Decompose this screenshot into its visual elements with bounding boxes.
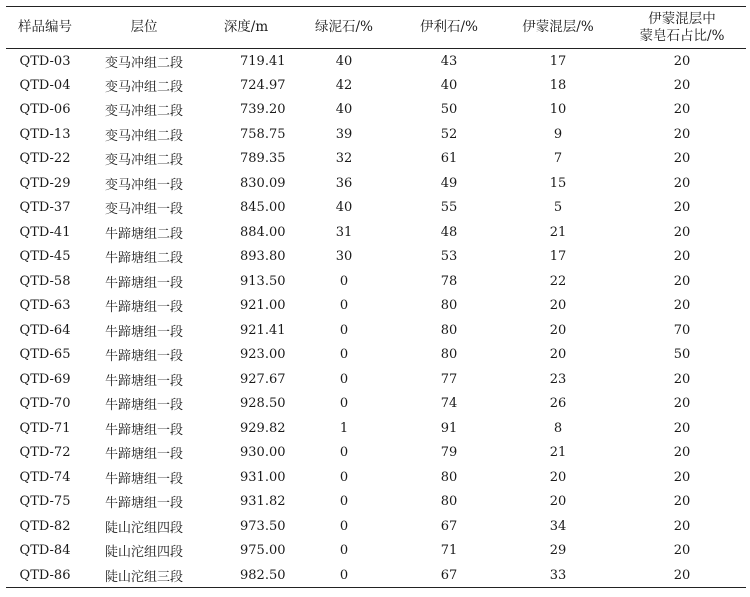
cell-illite: 55 (440, 200, 458, 216)
table-row (6, 539, 746, 564)
cell-chlorite: 40 (335, 200, 353, 216)
cell-depth: 929.82 (240, 420, 286, 436)
cell-illite-smectite: 20 (549, 322, 567, 338)
cell-sample-id: QTD-64 (19, 322, 71, 338)
table-row (6, 514, 746, 539)
cell-depth: 931.00 (240, 469, 286, 485)
table-row (6, 318, 746, 343)
cell-chlorite: 0 (339, 273, 349, 289)
cell-illite-smectite: 21 (549, 224, 567, 240)
cell-depth: 758.75 (240, 126, 286, 142)
cell-smectite-ratio: 20 (673, 445, 691, 461)
cell-sample-id: QTD-84 (19, 543, 71, 559)
cell-illite: 77 (440, 371, 458, 387)
cell-depth: 845.00 (240, 200, 286, 216)
cell-smectite-ratio: 20 (673, 175, 691, 191)
header-row (6, 7, 746, 49)
cell-illite-smectite: 10 (549, 102, 567, 118)
cell-illite-smectite: 9 (553, 126, 563, 142)
cell-depth: 923.00 (240, 347, 286, 363)
cell-illite: 91 (440, 420, 458, 436)
header-smectite-ratio-line2: 蒙皂石占比/% (639, 27, 725, 44)
table-row (6, 171, 746, 196)
cell-sample-id: QTD-06 (19, 102, 71, 118)
cell-chlorite: 36 (335, 175, 353, 191)
table-row (6, 220, 746, 245)
cell-depth: 928.50 (240, 396, 286, 412)
cell-layer: 牛蹄塘组一段 (104, 422, 183, 438)
table-row (6, 563, 746, 588)
cell-sample-id: QTD-45 (19, 249, 71, 265)
cell-illite-smectite: 29 (549, 543, 567, 559)
cell-smectite-ratio: 20 (673, 249, 691, 265)
cell-layer: 变马冲组一段 (104, 177, 183, 193)
cell-sample-id: QTD-69 (19, 371, 71, 387)
cell-illite-smectite: 7 (553, 151, 563, 167)
cell-illite: 80 (440, 298, 458, 314)
cell-chlorite: 0 (339, 298, 349, 314)
cell-chlorite: 30 (335, 249, 353, 265)
cell-depth: 927.67 (240, 371, 286, 387)
cell-sample-id: QTD-58 (19, 273, 71, 289)
cell-layer: 牛蹄塘组一段 (104, 398, 183, 414)
table-row (6, 465, 746, 490)
cell-layer: 变马冲组二段 (104, 128, 183, 144)
cell-sample-id: QTD-82 (19, 518, 71, 534)
cell-illite-smectite: 20 (549, 494, 567, 510)
cell-chlorite: 32 (335, 151, 353, 167)
cell-illite: 80 (440, 347, 458, 363)
cell-chlorite: 0 (339, 469, 349, 485)
table-row (6, 196, 746, 221)
cell-sample-id: QTD-63 (19, 298, 71, 314)
cell-layer: 牛蹄塘组一段 (104, 275, 183, 291)
cell-sample-id: QTD-29 (19, 175, 71, 191)
cell-illite: 80 (440, 322, 458, 338)
cell-chlorite: 39 (335, 126, 353, 142)
cell-chlorite: 0 (339, 371, 349, 387)
cell-sample-id: QTD-65 (19, 347, 71, 363)
header-illite-smectite: 伊蒙混层/% (498, 7, 618, 49)
cell-layer: 牛蹄塘组一段 (104, 496, 183, 512)
cell-layer: 牛蹄塘组二段 (104, 226, 183, 242)
table-row (6, 73, 746, 98)
table-row (6, 416, 746, 441)
cell-smectite-ratio: 20 (673, 420, 691, 436)
cell-illite: 61 (440, 151, 458, 167)
cell-illite: 80 (440, 469, 458, 485)
header-chlorite: 绿泥石/% (288, 7, 400, 49)
cell-sample-id: QTD-37 (19, 200, 71, 216)
cell-illite: 40 (440, 77, 458, 93)
table-row (6, 147, 746, 172)
cell-smectite-ratio: 20 (673, 494, 691, 510)
cell-illite: 78 (440, 273, 458, 289)
cell-chlorite: 0 (288, 563, 400, 588)
cell-chlorite: 0 (339, 445, 349, 461)
cell-illite: 67 (440, 518, 458, 534)
cell-smectite-ratio: 20 (673, 126, 691, 142)
cell-layer: 变马冲组二段 (104, 104, 183, 120)
cell-layer: 变马冲组一段 (104, 202, 183, 218)
cell-layer: 牛蹄塘组一段 (104, 300, 183, 316)
cell-sample-id: QTD-13 (19, 126, 71, 142)
cell-illite-smectite: 20 (549, 469, 567, 485)
cell-chlorite: 1 (339, 420, 349, 436)
cell-layer: 陡山沱组四段 (104, 545, 183, 561)
cell-sample-id: QTD-04 (19, 77, 71, 93)
cell-depth: 921.00 (240, 298, 286, 314)
cell-illite-smectite: 8 (553, 420, 563, 436)
cell-smectite-ratio: 70 (673, 322, 691, 338)
cell-layer: 变马冲组二段 (104, 153, 183, 169)
cell-chlorite: 31 (335, 224, 353, 240)
cell-smectite-ratio: 20 (673, 200, 691, 216)
cell-chlorite: 0 (339, 396, 349, 412)
cell-smectite-ratio: 20 (673, 102, 691, 118)
cell-illite: 71 (440, 543, 458, 559)
cell-smectite-ratio: 20 (673, 469, 691, 485)
cell-illite-smectite: 20 (549, 347, 567, 363)
cell-illite: 49 (440, 175, 458, 191)
table-row (6, 343, 746, 368)
cell-depth: 893.80 (240, 249, 286, 265)
cell-chlorite: 40 (335, 53, 353, 69)
cell-sample-id: QTD-75 (19, 494, 71, 510)
cell-layer: 牛蹄塘组一段 (104, 447, 183, 463)
cell-depth: 921.41 (240, 322, 286, 338)
cell-chlorite: 40 (335, 102, 353, 118)
header-depth: 深度/m (204, 7, 288, 49)
cell-illite-smectite: 21 (549, 445, 567, 461)
cell-illite: 52 (440, 126, 458, 142)
header-layer: 层位 (84, 7, 204, 49)
table-row (6, 245, 746, 270)
cell-depth: 884.00 (240, 224, 286, 240)
cell-smectite-ratio: 20 (673, 298, 691, 314)
cell-illite-smectite: 15 (549, 175, 567, 191)
cell-depth: 973.50 (240, 518, 286, 534)
cell-chlorite: 0 (339, 494, 349, 510)
cell-illite-smectite: 17 (549, 249, 567, 265)
cell-illite-smectite: 5 (553, 200, 563, 216)
table-row (6, 122, 746, 147)
cell-illite-smectite: 20 (549, 298, 567, 314)
cell-illite-smectite: 34 (549, 518, 567, 534)
cell-smectite-ratio: 20 (618, 563, 746, 588)
clay-mineral-table (6, 6, 746, 588)
cell-depth: 830.09 (240, 175, 286, 191)
cell-layer: 牛蹄塘组一段 (104, 324, 183, 340)
cell-smectite-ratio: 20 (673, 371, 691, 387)
cell-chlorite: 0 (339, 322, 349, 338)
table-row (6, 392, 746, 417)
cell-illite-smectite: 22 (549, 273, 567, 289)
cell-smectite-ratio: 20 (673, 53, 691, 69)
header-sample-id: 样品编号 (6, 7, 84, 49)
cell-smectite-ratio: 20 (673, 273, 691, 289)
table-row (6, 441, 746, 466)
cell-chlorite: 0 (339, 543, 349, 559)
cell-smectite-ratio: 20 (673, 224, 691, 240)
cell-depth: 719.41 (240, 53, 286, 69)
table-row (6, 367, 746, 392)
cell-illite: 48 (440, 224, 458, 240)
cell-smectite-ratio: 50 (673, 347, 691, 363)
cell-depth: 724.97 (240, 77, 286, 93)
cell-smectite-ratio: 20 (673, 543, 691, 559)
cell-sample-id: QTD-41 (19, 224, 71, 240)
cell-illite: 80 (440, 494, 458, 510)
cell-depth: 930.00 (240, 445, 286, 461)
cell-layer: 变马冲组二段 (104, 55, 183, 71)
cell-sample-id: QTD-03 (19, 53, 71, 69)
cell-illite-smectite: 23 (549, 371, 567, 387)
cell-illite: 79 (440, 445, 458, 461)
cell-smectite-ratio: 20 (673, 396, 691, 412)
table-header (6, 7, 746, 49)
cell-depth: 913.50 (240, 273, 286, 289)
cell-smectite-ratio: 20 (673, 518, 691, 534)
cell-depth: 789.35 (240, 151, 286, 167)
cell-illite-smectite: 18 (549, 77, 567, 93)
cell-sample-id: QTD-22 (19, 151, 71, 167)
cell-smectite-ratio: 20 (673, 77, 691, 93)
cell-layer: 陡山沱组三段 (84, 563, 204, 588)
cell-sample-id: QTD-72 (19, 445, 71, 461)
table-row (6, 98, 746, 123)
cell-layer: 变马冲组二段 (104, 79, 183, 95)
table-row (6, 294, 746, 319)
cell-chlorite: 42 (335, 77, 353, 93)
table-body (6, 49, 746, 588)
cell-illite: 43 (440, 53, 458, 69)
cell-sample-id: QTD-86 (6, 563, 84, 588)
cell-layer: 牛蹄塘组二段 (104, 251, 183, 267)
cell-chlorite: 0 (339, 518, 349, 534)
cell-sample-id: QTD-70 (19, 396, 71, 412)
cell-sample-id: QTD-71 (19, 420, 71, 436)
table-row (6, 490, 746, 515)
cell-illite-smectite: 17 (549, 53, 567, 69)
cell-layer: 牛蹄塘组一段 (104, 373, 183, 389)
cell-illite: 67 (400, 563, 498, 588)
table-row (6, 269, 746, 294)
cell-depth: 982.50 (204, 563, 288, 588)
cell-depth: 739.20 (240, 102, 286, 118)
cell-chlorite: 0 (339, 347, 349, 363)
cell-illite-smectite: 33 (498, 563, 618, 588)
table-row (6, 49, 746, 74)
cell-sample-id: QTD-74 (19, 469, 71, 485)
cell-smectite-ratio: 20 (673, 151, 691, 167)
cell-illite: 74 (440, 396, 458, 412)
cell-layer: 牛蹄塘组一段 (104, 471, 183, 487)
header-smectite-ratio-line1: 伊蒙混层中 (648, 10, 716, 27)
cell-illite: 53 (440, 249, 458, 265)
cell-illite: 50 (440, 102, 458, 118)
cell-illite-smectite: 26 (549, 396, 567, 412)
cell-layer: 牛蹄塘组一段 (104, 349, 183, 365)
cell-depth: 931.82 (240, 494, 286, 510)
header-illite: 伊利石/% (400, 7, 498, 49)
cell-depth: 975.00 (240, 543, 286, 559)
cell-layer: 陡山沱组四段 (104, 520, 183, 536)
header-smectite-ratio (618, 7, 746, 49)
